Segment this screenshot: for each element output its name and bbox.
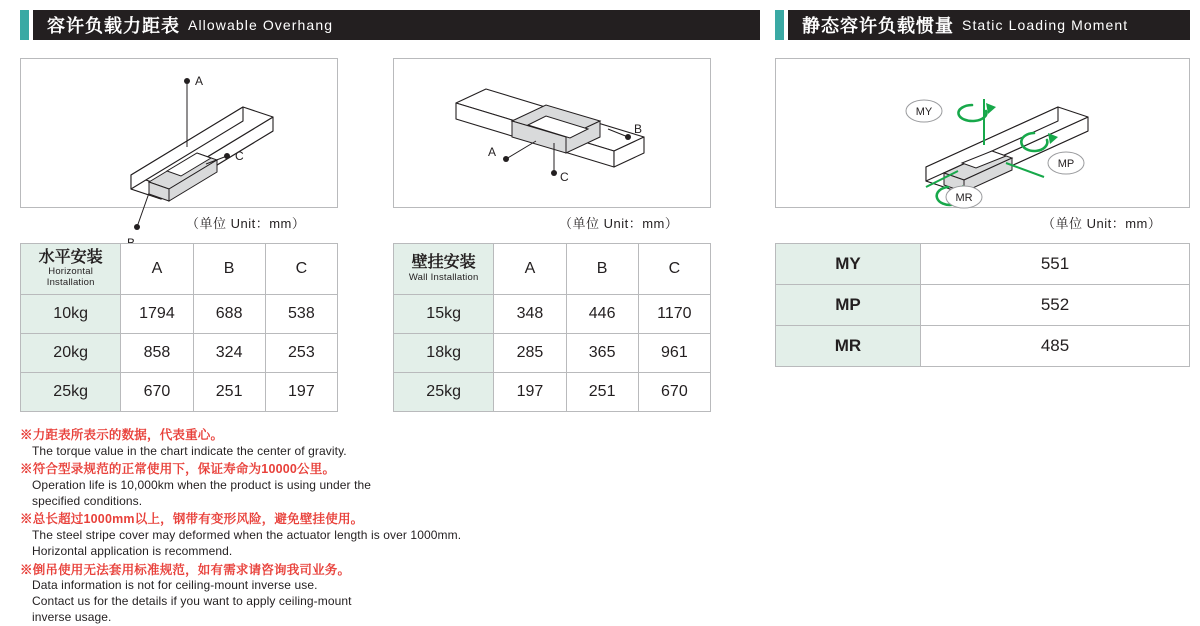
- row-label: MR: [776, 326, 921, 367]
- note-en: The steel stripe cover may deformed when the actuator length is over 1000mm.: [32, 527, 462, 542]
- row-label: 25kg: [21, 373, 121, 412]
- header-title-en: Static Loading Moment: [962, 17, 1129, 33]
- note-cn: ※总长超过1000mm以上，钢带有变形风险，避免壁挂使用。: [20, 512, 364, 527]
- table-row: [21, 295, 338, 334]
- cell-value: 961: [638, 334, 710, 373]
- row-label: 25kg: [394, 373, 494, 412]
- section-header-static-loading-moment: [775, 10, 1190, 40]
- note-en: Horizontal application is recommend.: [32, 543, 233, 558]
- row-label: 18kg: [394, 334, 494, 373]
- corner-label-cn: 水平安装: [38, 248, 103, 266]
- note-en: inverse usage.: [32, 609, 112, 624]
- accent-bar: [20, 10, 29, 40]
- corner-label-en: Wall Installation: [408, 271, 479, 283]
- column-header-b: B: [566, 244, 638, 295]
- cell-value: 551: [921, 244, 1190, 285]
- moment-label-MP: MP: [1057, 158, 1075, 170]
- section-header-allowable-overhang: [20, 10, 760, 40]
- column-header-a: A: [494, 244, 566, 295]
- moment-label-MR: MR: [955, 192, 973, 204]
- row-label: 10kg: [21, 295, 121, 334]
- cell-value: 670: [121, 373, 193, 412]
- figure-label-C: C: [235, 149, 244, 163]
- table-horizontal-installation: [20, 243, 338, 412]
- cell-value: 253: [265, 334, 337, 373]
- column-header-c: C: [265, 244, 337, 295]
- cell-value: 197: [265, 373, 337, 412]
- cell-value: 670: [638, 373, 710, 412]
- row-label: 20kg: [21, 334, 121, 373]
- unit-note-wall: （单位 Unit：mm）: [559, 216, 679, 231]
- figure-label-A: A: [488, 145, 497, 159]
- note-en: Data information is not for ceiling-mount inverse use.: [32, 578, 318, 593]
- table-header-row: [394, 244, 711, 295]
- figure-label-C: C: [560, 170, 569, 184]
- cell-value: 197: [494, 373, 566, 412]
- row-label: 15kg: [394, 295, 494, 334]
- note-cn: ※倒吊使用无法套用标准规范，如有需求请咨询我司业务。: [20, 562, 351, 577]
- header-block: [788, 10, 1190, 40]
- corner-label-cn: 壁挂安装: [411, 254, 476, 272]
- table-wall-installation: [393, 243, 711, 412]
- note-en: Operation life is 10,000km when the product is using under the: [32, 477, 372, 492]
- note-en: The torque value in the chart indicate the center of gravity.: [32, 443, 347, 458]
- table-row: [394, 295, 711, 334]
- cell-value: 1794: [121, 295, 193, 334]
- row-label: MY: [776, 244, 921, 285]
- table-row: [776, 244, 1190, 285]
- cell-value: 348: [494, 295, 566, 334]
- cell-value: 285: [494, 334, 566, 373]
- table-corner-cell: [21, 244, 121, 295]
- table-row: [776, 285, 1190, 326]
- cell-value: 251: [566, 373, 638, 412]
- row-label: MP: [776, 285, 921, 326]
- unit-note-horizontal: （单位 Unit：mm）: [186, 216, 306, 231]
- unit-note-moment: （单位 Unit：mm）: [1042, 216, 1162, 231]
- cell-value: 446: [566, 295, 638, 334]
- cell-value: 365: [566, 334, 638, 373]
- table-row: [21, 334, 338, 373]
- header-block: [33, 10, 760, 40]
- moment-label-MY: MY: [915, 106, 933, 118]
- table-row: [394, 373, 711, 412]
- accent-bar: [775, 10, 784, 40]
- figure-horizontal-installation: [20, 58, 338, 208]
- figure-static-loading-moment: [775, 58, 1190, 208]
- figure-label-A: A: [195, 74, 204, 88]
- cell-value: 251: [193, 373, 265, 412]
- cell-value: 538: [265, 295, 337, 334]
- note-en: specified conditions.: [32, 493, 143, 508]
- table-row: [21, 373, 338, 412]
- note-cn: ※力距表所表示的数据，代表重心。: [20, 428, 224, 442]
- table-row: [776, 326, 1190, 367]
- note-cn: ※符合型录规范的正常使用下，保证寿命为10000公里。: [20, 462, 336, 477]
- header-title-en: Allowable Overhang: [188, 17, 334, 33]
- cell-value: 1170: [638, 295, 710, 334]
- table-header-row: [21, 244, 338, 295]
- header-title-cn: 容许负载力距表: [47, 16, 180, 36]
- table-static-loading-moment: [775, 243, 1190, 367]
- horizontal-actuator-diagram: [21, 59, 337, 207]
- figure-label-B: B: [634, 122, 643, 136]
- corner-label-en: Horizontal Installation: [46, 266, 95, 289]
- header-title-cn: 静态容许负载惯量: [802, 16, 954, 36]
- column-header-a: A: [121, 244, 193, 295]
- wall-actuator-diagram: [394, 59, 710, 207]
- cell-value: 485: [921, 326, 1190, 367]
- notes-block: [20, 425, 720, 626]
- cell-value: 858: [121, 334, 193, 373]
- moment-actuator-diagram: [776, 59, 1189, 207]
- table-row: [394, 334, 711, 373]
- cell-value: 324: [193, 334, 265, 373]
- column-header-b: B: [193, 244, 265, 295]
- cell-value: 552: [921, 285, 1190, 326]
- note-en: Contact us for the details if you want to apply ceiling-mount: [32, 593, 352, 608]
- table-corner-cell: [394, 244, 494, 295]
- figure-wall-installation: [393, 58, 711, 208]
- column-header-c: C: [638, 244, 710, 295]
- cell-value: 688: [193, 295, 265, 334]
